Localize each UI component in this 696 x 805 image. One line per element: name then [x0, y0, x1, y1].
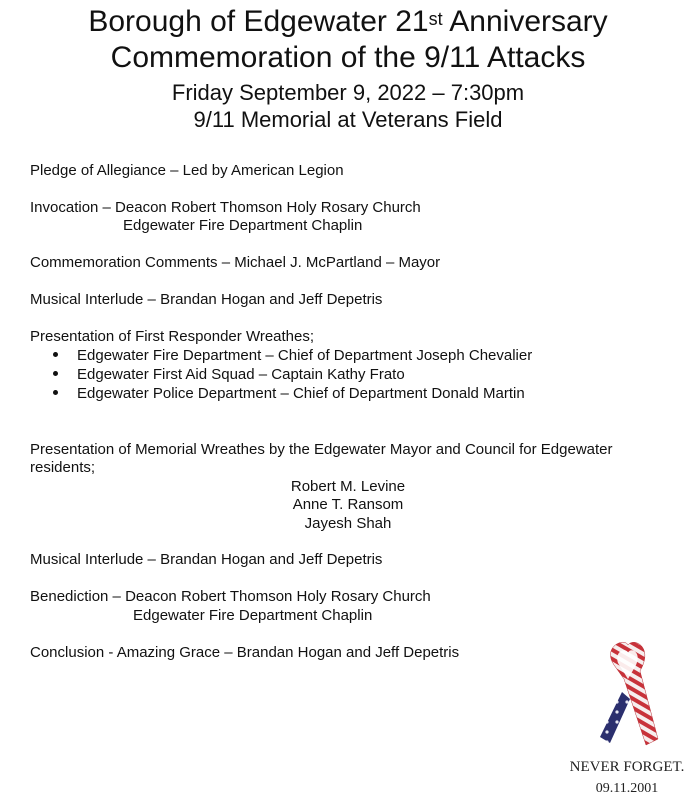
list-item: [53, 384, 525, 403]
program-benediction-sub: Edgewater Fire Department Chaplin: [133, 607, 373, 624]
bullet-icon: [53, 371, 58, 376]
program-invocation: Invocation – Deacon Robert Thomson Holy Rosary Church: [30, 199, 421, 216]
never-forget-graphic: [562, 637, 692, 805]
bullet-icon: [53, 390, 58, 395]
list-item: [53, 346, 532, 365]
program-comments: Commemoration Comments – Michael J. McPartland – Mayor: [30, 254, 441, 271]
resident-name: Jayesh Shah: [304, 515, 392, 532]
american-flag-ribbon-icon: [562, 637, 692, 757]
list-item-text: Edgewater First Aid Squad – Captain Kathy Frato: [77, 366, 405, 383]
program-interlude-2: Musical Interlude – Brandan Hogan and Jeff Depetris: [30, 551, 383, 568]
program-conclusion: Conclusion - Amazing Grace – Brandan Hogan and Jeff Depetris: [30, 644, 460, 661]
event-location: 9/11 Memorial at Veterans Field: [193, 107, 503, 132]
first-responder-heading: Presentation of First Responder Wreathes;: [30, 328, 315, 345]
resident-name: Anne T. Ransom: [292, 496, 404, 513]
never-forget-date: 09.11.2001: [595, 781, 659, 796]
program-pledge: Pledge of Allegiance – Led by American Legion: [30, 162, 344, 179]
never-forget-caption: NEVER FORGET.: [569, 759, 685, 775]
title-superscript: st: [428, 9, 443, 29]
resident-name: Robert M. Levine: [290, 478, 406, 495]
program-invocation-sub: Edgewater Fire Department Chaplin: [123, 217, 363, 234]
page-subtitle: Commemoration of the 9/11 Attacks: [110, 41, 586, 74]
memorial-heading: Presentation of Memorial Wreathes by the Edgewater Mayor and Council for Edgewater: [30, 441, 613, 458]
list-item-text: Edgewater Fire Department – Chief of Department Joseph Chevalier: [77, 347, 533, 364]
program-interlude-1: Musical Interlude – Brandan Hogan and Jeff Depetris: [30, 291, 383, 308]
title-text: Borough of Edgewater 21: [88, 5, 429, 38]
bullet-icon: [53, 352, 58, 357]
title-suffix: Anniversary: [442, 5, 608, 38]
list-item: [53, 365, 405, 384]
list-item-text: Edgewater Police Department – Chief of Department Donald Martin: [77, 385, 525, 402]
page-title: [0, 4, 696, 39]
memorial-heading-cont: residents;: [30, 459, 96, 476]
event-date: Friday September 9, 2022 – 7:30pm: [171, 80, 525, 105]
program-benediction: Benediction – Deacon Robert Thomson Holy Rosary Church: [30, 588, 431, 605]
